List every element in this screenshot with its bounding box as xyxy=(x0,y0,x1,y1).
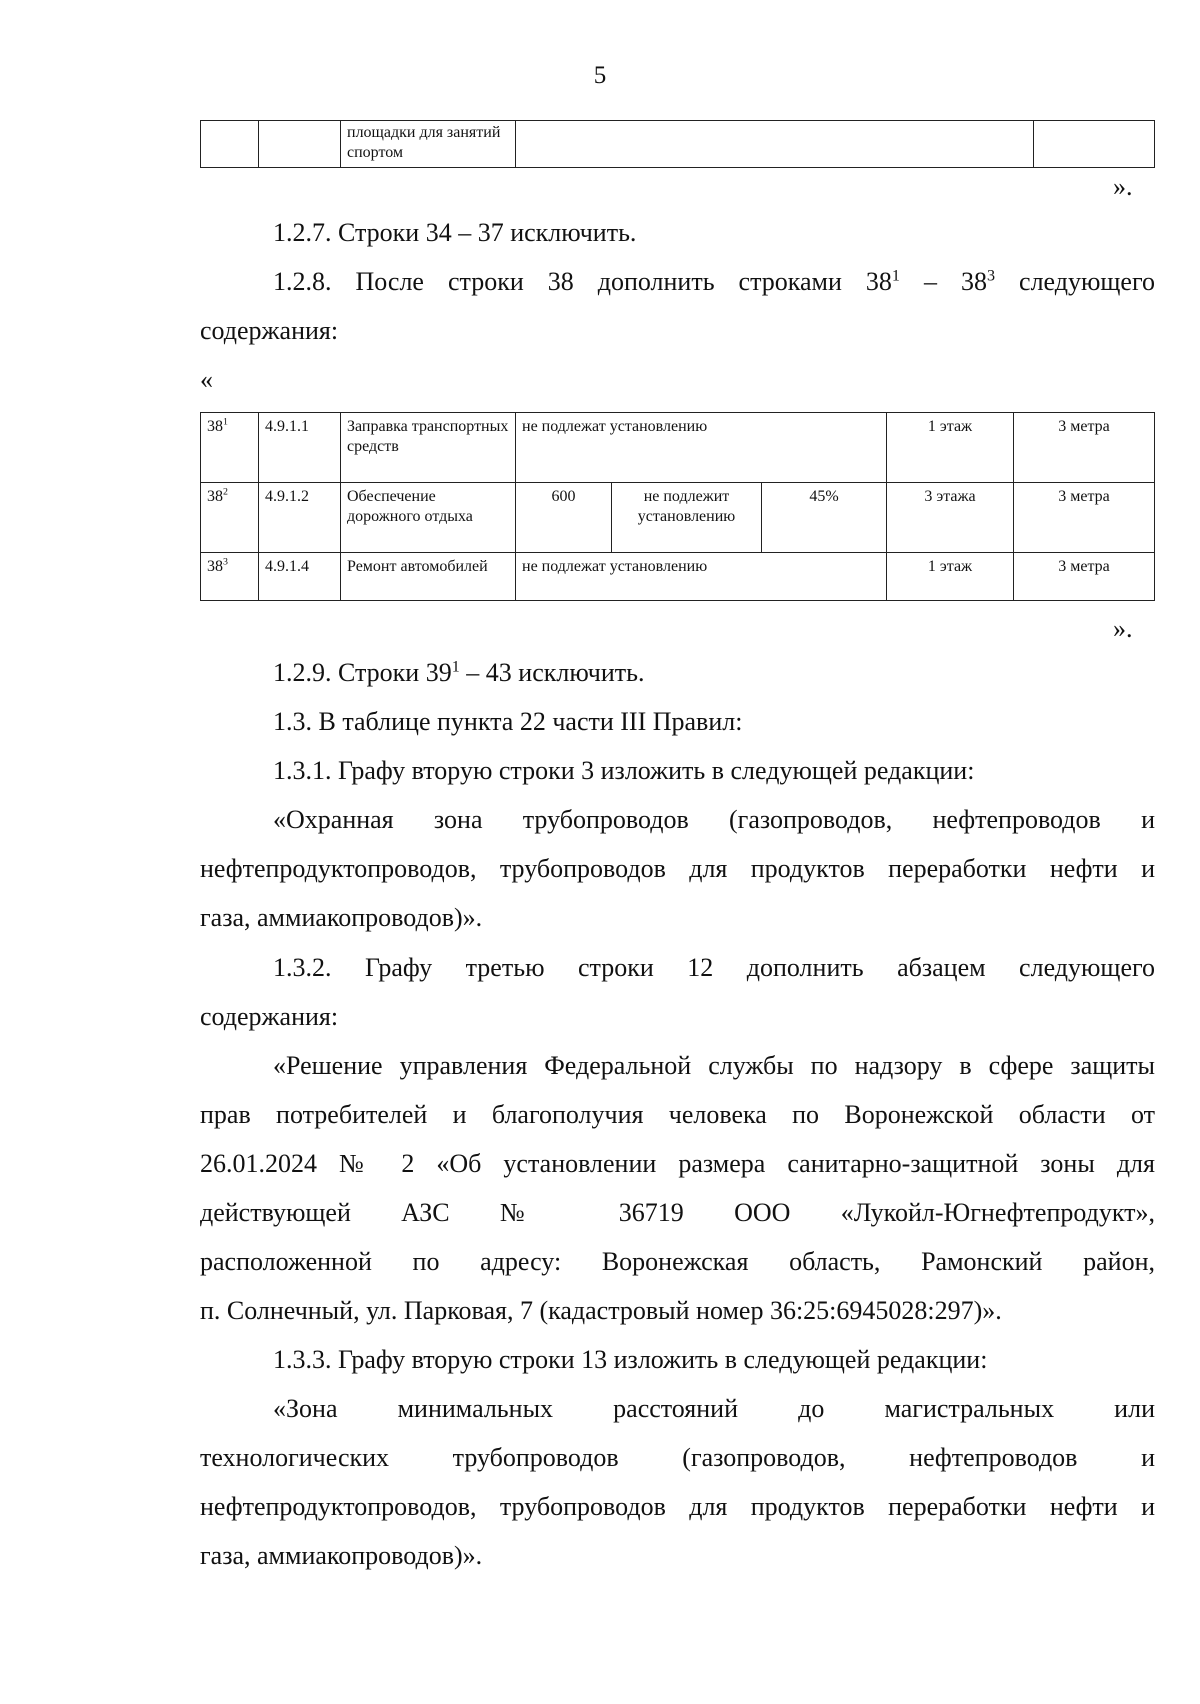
row-number-cell: $38^3$ xyxy=(201,553,259,601)
merged-cell: не подлежат установлению xyxy=(516,413,887,483)
row-number-cell: $38^1$ xyxy=(201,413,259,483)
name-cell: Заправка транспортных средств xyxy=(341,413,516,483)
paragraph-line: прав потребителей и благополучия человека по Воронежской области от xyxy=(200,1100,1155,1129)
paragraph-line: действующей АЗС № 36719 ООО «Лукойл-Югнефтепродукт», xyxy=(200,1198,1155,1227)
table-cell xyxy=(516,121,1034,168)
height-cell: 3 метра xyxy=(1014,483,1155,553)
value-cell: 600 xyxy=(516,483,612,553)
paragraph-line: «Охранная зона трубопроводов (газопроводов, нефтепроводов и xyxy=(273,805,1155,834)
paragraph-line: расположенной по адресу: Воронежская область, Рамонский район, xyxy=(200,1247,1155,1276)
zone-parameters-table xyxy=(200,412,1155,601)
paragraph-1-2-8 xyxy=(200,257,1155,355)
value-cell: 45% xyxy=(762,483,887,553)
height-cell: 3 метра xyxy=(1014,413,1155,483)
floors-cell: 3 этажа xyxy=(887,483,1014,553)
paragraph-line: газа, аммиакопроводов)». xyxy=(200,903,483,932)
code-cell: 4.9.1.4 xyxy=(259,553,341,601)
table-row xyxy=(201,553,1155,601)
paragraph-1-3: 1.3. В таблице пункта 22 части III Правил: xyxy=(273,707,743,736)
paragraph-1-2-9: 1.2.9. Строки $39^1 - 43$ исключить. xyxy=(273,658,645,687)
paragraph-line: 1.2.8. После строки 38 дополнить строками $38^1 - 38^3$ следующего xyxy=(273,267,1155,296)
height-cell: 3 метра xyxy=(1014,553,1155,601)
table-row xyxy=(201,121,1155,168)
table-cell: площадки для занятий спортом xyxy=(341,121,516,168)
paragraph-line: нефтепродуктопроводов, трубопроводов для продуктов переработки нефти и xyxy=(200,1492,1155,1521)
name-cell: Ремонт автомобилей xyxy=(341,553,516,601)
table-cell xyxy=(1034,121,1155,168)
closing-quote: ». xyxy=(1113,614,1133,643)
quote-protection-zone xyxy=(200,795,1155,942)
quote-decision xyxy=(200,1041,1155,1335)
paragraph-line: п. Солнечный, ул. Парковая, 7 (кадастровый номер 36:25:6945028:297)». xyxy=(200,1296,1002,1325)
name-cell: Обеспечение дорожного отдыха xyxy=(341,483,516,553)
table-row xyxy=(201,483,1155,553)
value-cell: не подлежит установлению xyxy=(612,483,762,553)
table-cell xyxy=(201,121,259,168)
opening-quote: « xyxy=(200,365,213,394)
paragraph-line: 26.01.2024 № 2 «Об установлении размера санитарно-защитной зоны для xyxy=(200,1149,1155,1178)
merged-cell: не подлежат установлению xyxy=(516,553,887,601)
top-table-fragment xyxy=(200,120,1155,168)
floors-cell: 1 этаж xyxy=(887,413,1014,483)
paragraph-1-2-7: 1.2.7. Строки 34 – 37 исключить. xyxy=(273,218,637,247)
table-cell xyxy=(259,121,341,168)
code-cell: 4.9.1.2 xyxy=(259,483,341,553)
paragraph-1-3-1: 1.3.1. Графу вторую строки 3 изложить в следующей редакции: xyxy=(273,756,975,785)
table-row xyxy=(201,413,1155,483)
paragraph-1-3-3: 1.3.3. Графу вторую строки 13 изложить в следующей редакции: xyxy=(273,1345,988,1374)
paragraph-line: содержания: xyxy=(200,316,339,345)
paragraph-line: 1.3.2. Графу третью строки 12 дополнить абзацем следующего xyxy=(273,953,1155,982)
paragraph-line: технологических трубопроводов (газопроводов, нефтепроводов и xyxy=(200,1443,1155,1472)
paragraph-line: содержания: xyxy=(200,1002,339,1031)
row-number-cell: $38^2$ xyxy=(201,483,259,553)
paragraph-line: газа, аммиакопроводов)». xyxy=(200,1541,483,1570)
code-cell: 4.9.1.1 xyxy=(259,413,341,483)
floors-cell: 1 этаж xyxy=(887,553,1014,601)
quote-min-distance-zone xyxy=(200,1384,1155,1580)
paragraph-line: нефтепродуктопроводов, трубопроводов для продуктов переработки нефти и xyxy=(200,854,1155,883)
paragraph-line: «Решение управления Федеральной службы по надзору в сфере защиты xyxy=(273,1051,1155,1080)
page-number: 5 xyxy=(593,62,607,89)
paragraph-line: «Зона минимальных расстояний до магистральных или xyxy=(273,1394,1155,1423)
closing-quote: ». xyxy=(1113,172,1133,201)
paragraph-1-3-2 xyxy=(200,943,1155,1041)
